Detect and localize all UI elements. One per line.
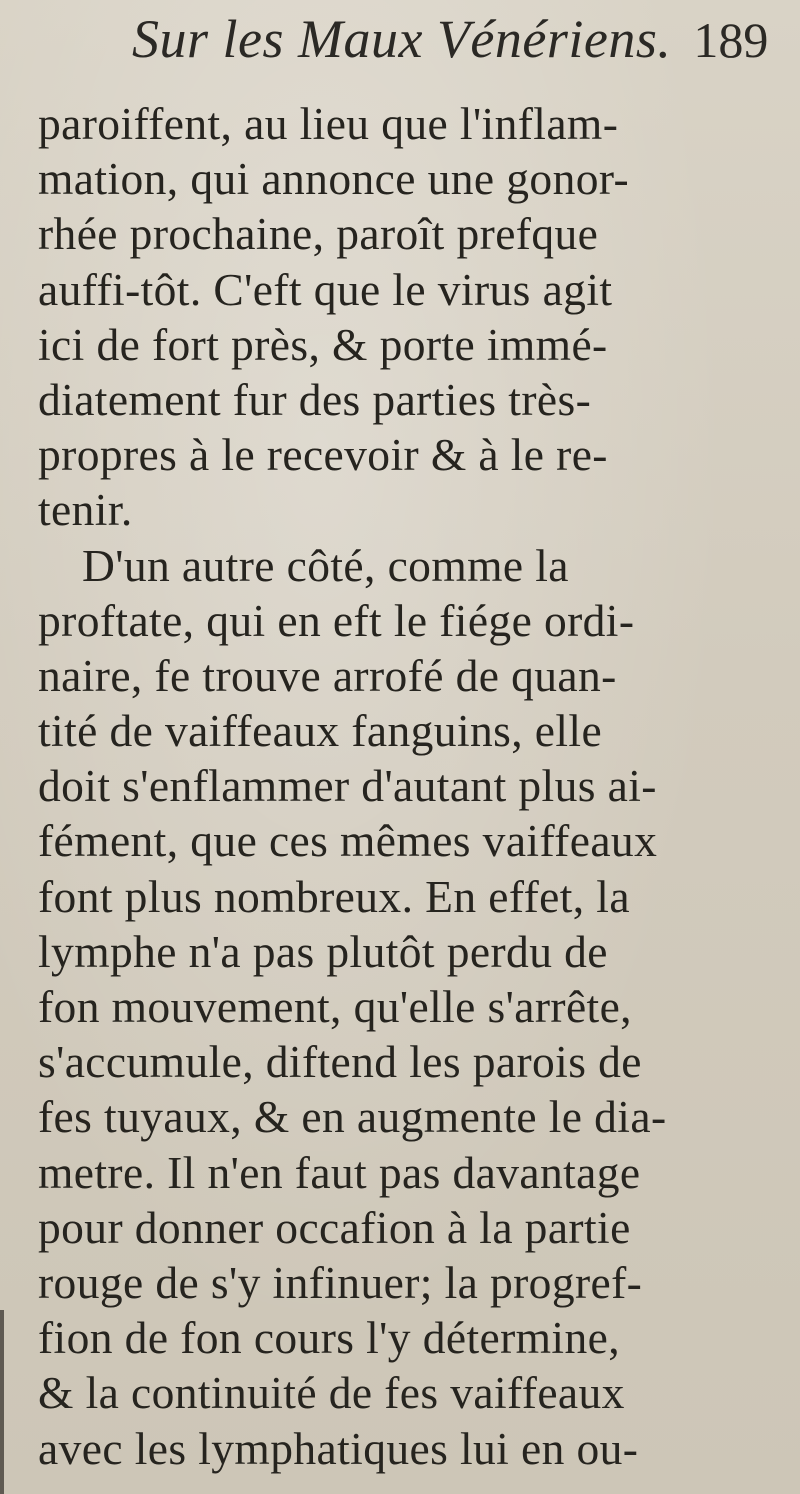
text-line: mation, qui annonce une gonor- <box>38 153 630 205</box>
text-line: avec les lymphatiques lui en ou- <box>38 1422 639 1474</box>
text-line: doit s'enflammer d'autant plus ai- <box>38 760 657 812</box>
text-line: font plus nombreux. En effet, la <box>38 870 630 922</box>
text-line: lymphe n'a pas plutôt perdu de <box>38 925 608 977</box>
text-line: fément, que ces mêmes vaiffeaux <box>38 815 658 867</box>
text-line: pour donner occafion à la partie <box>38 1201 631 1253</box>
text-line: naire, fe trouve arrofé de quan- <box>38 649 617 701</box>
text-line: rouge de s'y infinuer; la progref- <box>38 1256 643 1308</box>
text-line: ici de fort près, & porte immé- <box>38 318 608 370</box>
paragraph-start-line: D'un autre côté, comme la <box>82 539 569 591</box>
running-title: Sur les Maux Vénériens. <box>132 9 672 69</box>
text-line: proftate, qui en eft le fiége ordi- <box>38 594 635 646</box>
text-line: paroiffent, au lieu que l'inflam- <box>38 98 619 149</box>
page-edge-shadow <box>0 1310 4 1494</box>
text-line: tité de vaiffeaux fanguins, elle <box>38 705 603 757</box>
text-line: diatement fur des parties très- <box>38 373 592 425</box>
text-line: fes tuyaux, & en augmente le dia- <box>38 1091 667 1143</box>
text-line: fion de fon cours l'y détermine, <box>38 1312 620 1364</box>
text-line: fon mouvement, qu'elle s'arrête, <box>38 981 632 1032</box>
text-line: tenir. <box>38 484 133 536</box>
text-line: propres à le recevoir & à le re- <box>38 429 608 481</box>
text-line: metre. Il n'en faut pas davantage <box>38 1146 641 1198</box>
text-line: rhée prochaine, paroît prefque <box>38 208 599 260</box>
text-line: auffi-tôt. C'eft que le virus agit <box>38 263 613 315</box>
text-line: & la continuité de fes vaiffeaux <box>38 1367 625 1419</box>
page-number: 189 <box>693 12 769 68</box>
page-header <box>132 8 770 94</box>
body-text <box>38 96 778 1476</box>
text-line: s'accumule, diftend les parois de <box>38 1036 642 1088</box>
